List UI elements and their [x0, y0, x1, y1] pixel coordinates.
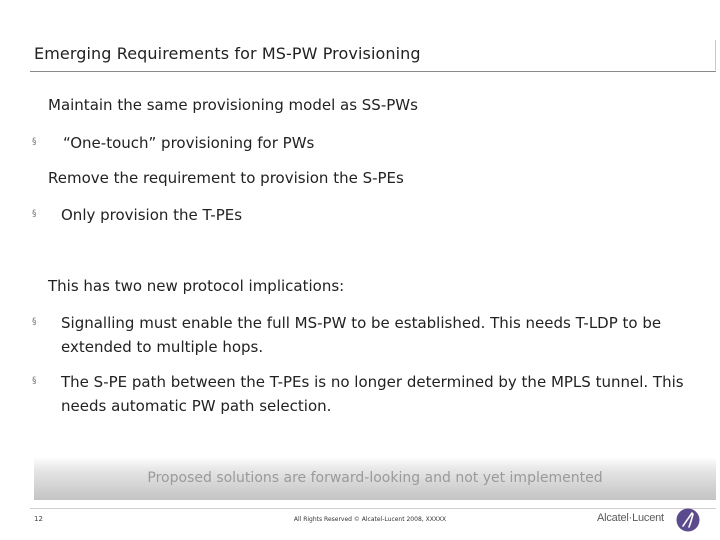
bullet-only-tpes: Only provision the T-PEs: [61, 206, 243, 224]
copyright-notice: All Rights Reserved © Alcatel-Lucent 2008, XXXXX: [293, 516, 447, 523]
company-logo-text: Alcatel·Lucent: [597, 512, 664, 524]
title-divider: [30, 71, 716, 72]
bullet-signalling: Signalling must enable the full MS-PW to be established. This needs T-LDP to be extended to multiple hops.: [61, 314, 662, 356]
bullet-spe-path: The S-PE path between the T-PEs is no longer determined by the MPLS tunnel. This needs automatic PW path selection.: [61, 373, 684, 415]
slide-title: Emerging Requirements for MS-PW Provisioning: [34, 44, 421, 63]
paragraph-provisioning-model: Maintain the same provisioning model as SS-PWs: [48, 96, 418, 114]
disclaimer-banner: [34, 457, 716, 500]
disclaimer-text: Proposed solutions are forward-looking and not yet implemented: [147, 470, 603, 486]
page-number: 12: [34, 515, 43, 523]
bullet-marker: §: [32, 209, 37, 219]
bullet-marker: §: [32, 317, 37, 327]
paragraph-remove-requirement: Remove the requirement to provision the S-PEs: [48, 169, 404, 187]
corner-marker: [715, 40, 716, 70]
footer-divider: [30, 508, 716, 509]
paragraph-protocol-implications: This has two new protocol implications:: [48, 277, 345, 295]
bullet-one-touch: “One-touch” provisioning for PWs: [63, 134, 315, 152]
alcatel-lucent-logo-icon: [676, 508, 700, 532]
bullet-marker: §: [32, 376, 37, 386]
bullet-marker: §: [32, 137, 37, 147]
